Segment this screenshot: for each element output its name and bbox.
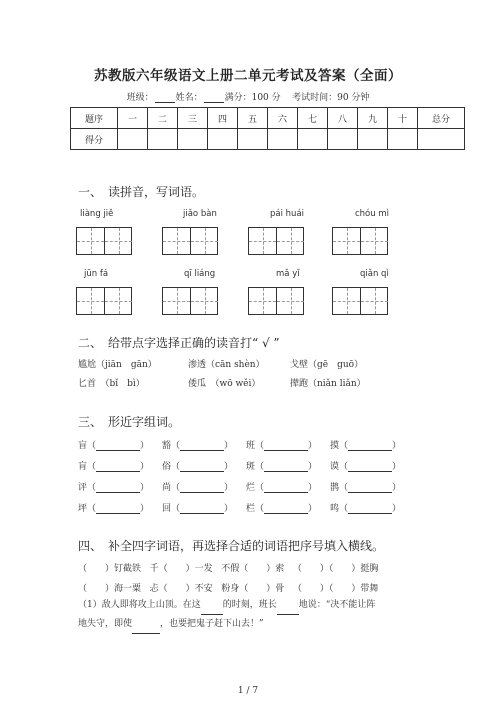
reading-option[interactable]: 匕首 （bǐ bì） [78, 379, 145, 389]
pinyin: qiǎn qì [360, 269, 389, 279]
word-group-item[interactable]: 斑（ ） [246, 462, 318, 472]
full-score: 满分：100 分 [224, 93, 281, 103]
writing-grid[interactable] [248, 287, 304, 315]
section4-title: 四、 补全四字词语，再选择合适的词语把序号填入横线。 [78, 539, 385, 553]
word-group-item[interactable]: 鹊（ ） [330, 483, 402, 493]
writing-grid[interactable] [332, 227, 388, 255]
character: 班 [246, 441, 256, 451]
word-group-item[interactable]: 盲（ ） [78, 441, 150, 451]
section3-title: 三、 形近字组词。 [78, 415, 181, 429]
word-group-item[interactable]: 评（ ） [78, 483, 150, 493]
answer-blank[interactable] [264, 503, 308, 514]
header-cell: 三 [178, 108, 208, 129]
class-label: 班级： [126, 93, 154, 103]
writing-grid[interactable] [162, 227, 218, 255]
word-group-item[interactable]: 鸣（ ） [330, 504, 402, 514]
answer-blank[interactable] [348, 440, 392, 451]
answer-blank[interactable] [180, 440, 224, 451]
character: 坪 [78, 504, 88, 514]
character: 栏 [246, 504, 256, 514]
header-cell: 总分 [418, 108, 465, 129]
writing-grid[interactable] [332, 287, 388, 315]
score-cell[interactable] [178, 129, 208, 150]
header-cell: 二 [148, 108, 178, 129]
score-table-row [71, 129, 465, 150]
header-cell: 四 [208, 108, 238, 129]
pinyin: qī liáng [184, 269, 216, 279]
pinyin: pái huái [270, 209, 305, 219]
answer-blank[interactable] [348, 482, 392, 493]
pinyin: mǎ yǐ [276, 269, 300, 279]
class-blank [155, 92, 175, 103]
score-cell[interactable] [298, 129, 328, 150]
character: 鹊 [330, 483, 340, 493]
pinyin: jiǎo bàn [183, 209, 217, 219]
reading-option[interactable]: 尴尬（jiān gān） [78, 360, 157, 370]
writing-grid[interactable] [162, 287, 218, 315]
reading-option[interactable]: 撵跑（niǎn liǎn） [290, 379, 366, 389]
reading-option[interactable]: 倭瓜 （wō wěi） [188, 379, 261, 389]
header-cell: 十 [388, 108, 418, 129]
character: 回 [162, 504, 172, 514]
score-cell[interactable] [148, 129, 178, 150]
score-cell[interactable] [328, 129, 358, 150]
character: 尚 [162, 483, 172, 493]
name-label: 姓名： [175, 93, 203, 103]
answer-blank[interactable] [180, 503, 224, 514]
writing-grid[interactable] [248, 227, 304, 255]
character: 俗 [162, 462, 172, 472]
score-cell[interactable] [268, 129, 298, 150]
word-group-item[interactable]: 谟（ ） [330, 462, 402, 472]
character: 烂 [246, 483, 256, 493]
row-label: 得分 [71, 129, 118, 150]
pinyin: chóu mì [355, 209, 389, 219]
character: 肓 [78, 462, 88, 472]
reading-option[interactable]: 戈壁（gē guō） [290, 360, 364, 370]
character: 摸 [330, 441, 340, 451]
character: 谟 [330, 462, 340, 472]
question-paragraph: （1）敌人即将攻上山顶。在这 的时刻，班长 地说：“决不能让阵 地失守，即使 ，也要把鬼子赶下山去！” [78, 596, 418, 634]
word-group-item[interactable]: 坪（ ） [78, 504, 150, 514]
word-group-item[interactable]: 烂（ ） [246, 483, 318, 493]
word-group-item[interactable]: 俗（ ） [162, 462, 234, 472]
answer-blank[interactable] [348, 503, 392, 514]
writing-grid[interactable] [76, 287, 132, 315]
answer-blank[interactable] [264, 482, 308, 493]
answer-blank[interactable] [348, 461, 392, 472]
pinyin: jūn fá [84, 269, 109, 279]
header-cell: 八 [328, 108, 358, 129]
idiom-fill-line[interactable]: （ ）钉截铁 千（ ）一发 不假（ ）索 （ ）（ ）挺胸 [78, 564, 379, 574]
word-group-item[interactable]: 摸（ ） [330, 441, 402, 451]
score-cell[interactable] [238, 129, 268, 150]
answer-blank[interactable] [96, 461, 140, 472]
exam-time: 考试时间：90 分钟 [292, 93, 370, 103]
reading-option[interactable]: 渗透（cān shèn） [188, 360, 265, 370]
score-cell[interactable] [388, 129, 418, 150]
answer-blank[interactable] [277, 604, 299, 615]
answer-blank[interactable] [264, 461, 308, 472]
answer-blank[interactable] [264, 440, 308, 451]
header-cell: 五 [238, 108, 268, 129]
character: 斑 [246, 462, 256, 472]
answer-blank[interactable] [96, 440, 140, 451]
score-cell[interactable] [118, 129, 148, 150]
section1-title: 一、 读拼音，写词语。 [78, 185, 205, 199]
name-blank [204, 92, 224, 103]
character: 盲 [78, 441, 88, 451]
header-cell: 六 [268, 108, 298, 129]
character: 鸣 [330, 504, 340, 514]
header-cell: 七 [298, 108, 328, 129]
word-group-item[interactable]: 豁（ ） [162, 441, 234, 451]
character: 豁 [162, 441, 172, 451]
word-group-item[interactable]: 栏（ ） [246, 504, 318, 514]
document-title: 苏教版六年级语文上册二单元考试及答案（全面） [94, 68, 402, 84]
header-cell: 题序 [71, 108, 118, 129]
character: 评 [78, 483, 88, 493]
word-group-item[interactable]: 肓（ ） [78, 462, 150, 472]
answer-blank[interactable] [180, 461, 224, 472]
answer-blank[interactable] [180, 482, 224, 493]
score-table [70, 107, 465, 150]
word-group-item[interactable]: 回（ ） [162, 504, 234, 514]
page-number: 1 / 7 [237, 686, 259, 696]
exam-info [0, 90, 496, 103]
score-cell[interactable] [418, 129, 465, 150]
answer-blank[interactable] [96, 482, 140, 493]
header-cell: 一 [118, 108, 148, 129]
score-cell[interactable] [358, 129, 388, 150]
word-group-item[interactable]: 尚（ ） [162, 483, 234, 493]
answer-blank[interactable] [132, 623, 160, 634]
word-group-item[interactable]: 班（ ） [246, 441, 318, 451]
header-cell: 九 [358, 108, 388, 129]
writing-grid[interactable] [76, 227, 132, 255]
answer-blank[interactable] [96, 503, 140, 514]
pinyin: liàng jiě [80, 209, 114, 219]
idiom-fill-line[interactable]: （ ）海一粟 忐（ ）不安 粉身（ ）骨 （ ）（ ）带舞 [78, 584, 379, 594]
score-cell[interactable] [208, 129, 238, 150]
section2-title: 二、 给带点字选择正确的读音打“ √ ” [78, 336, 280, 350]
answer-blank[interactable] [201, 604, 223, 615]
score-table-header [71, 108, 465, 129]
